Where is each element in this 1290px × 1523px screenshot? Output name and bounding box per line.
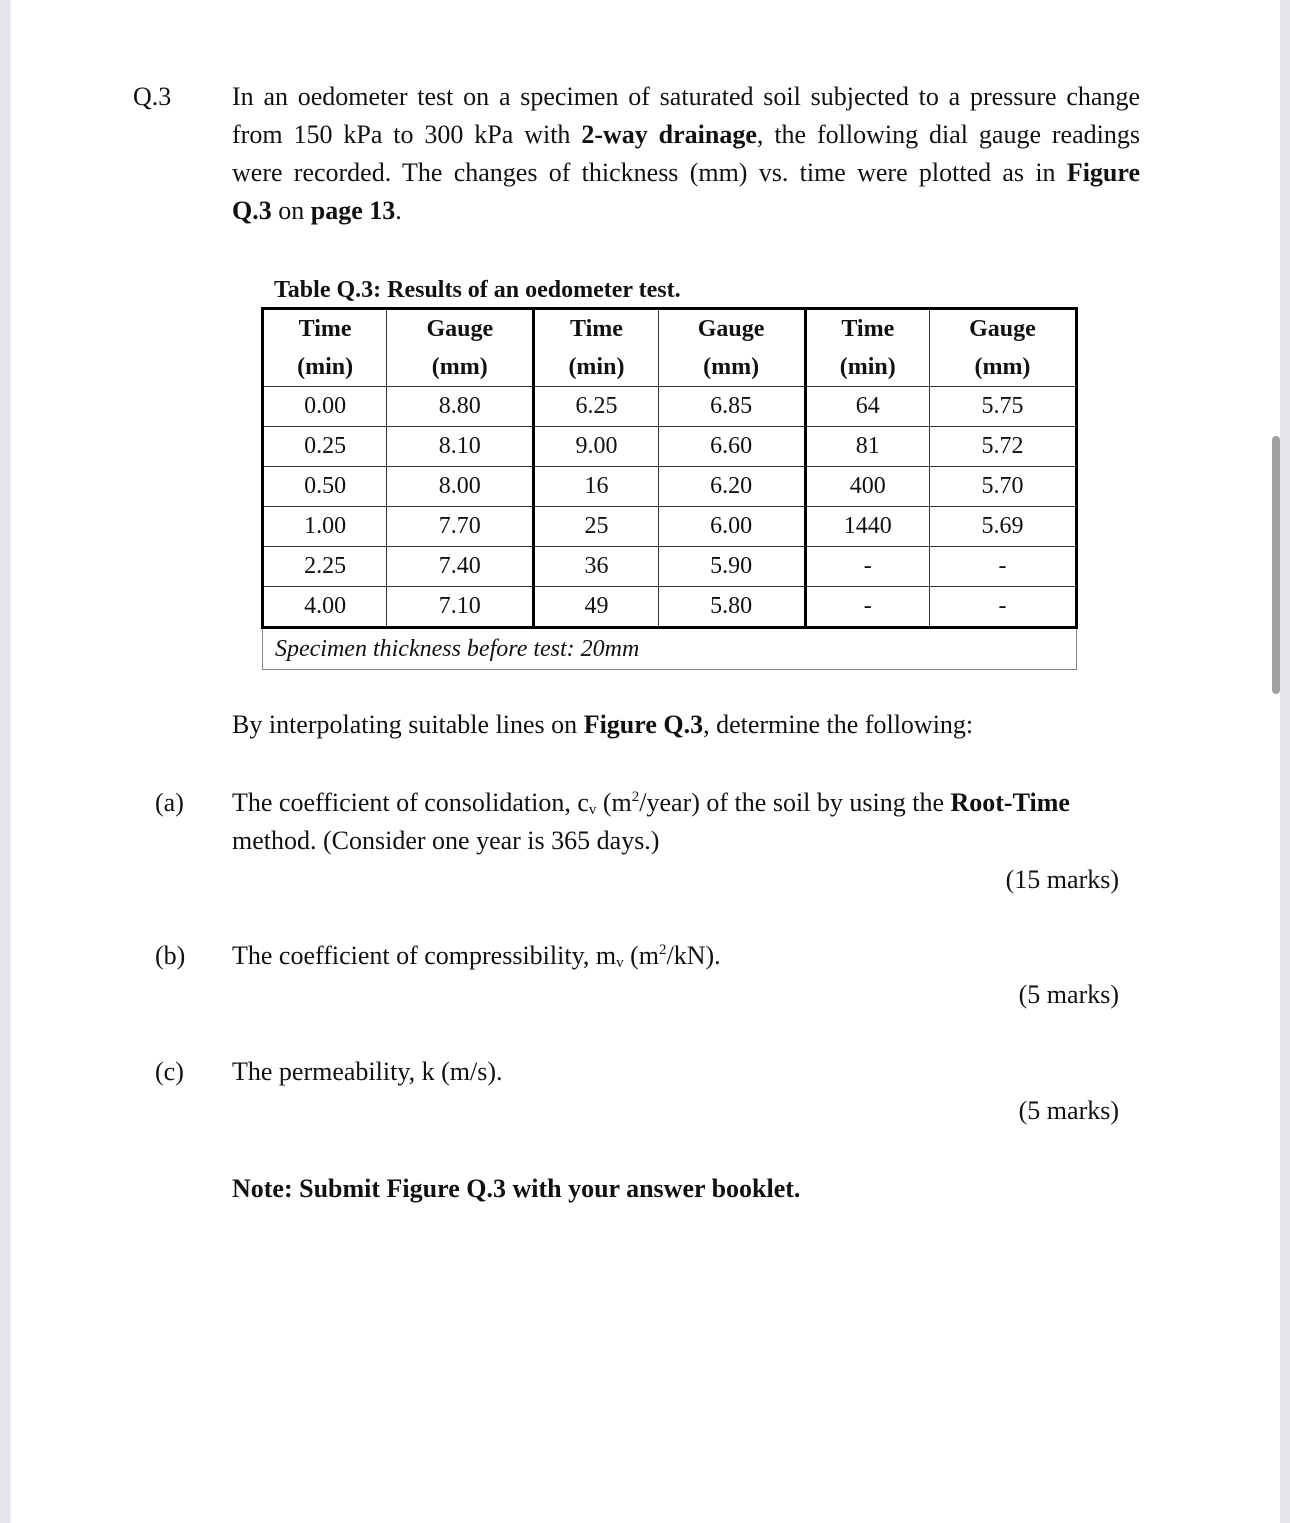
- table-row: [263, 507, 1077, 547]
- intro-text: were recorded. The changes of thickness (mm) vs. time were plotted as in: [232, 158, 1067, 187]
- part-a-method: Root-Time: [950, 788, 1070, 817]
- part-a-text-line1: [232, 784, 1070, 822]
- subscript: v: [616, 955, 624, 971]
- part-b-marks: (5 marks): [1018, 980, 1119, 1009]
- submission-note: Note: Submit Figure Q.3 with your answer booklet.: [232, 1174, 801, 1203]
- intro-line: [232, 192, 1140, 230]
- part-b-label: (b): [155, 941, 186, 970]
- gauge-cell: 6.00: [658, 507, 805, 547]
- gauge-cell: 6.85: [658, 387, 805, 427]
- header-unit-cell: (min): [805, 348, 929, 387]
- intro-line: [232, 116, 1140, 154]
- part-a-label: (a): [155, 788, 184, 817]
- header-unit-cell: (mm): [387, 348, 534, 387]
- intro-text: from 150 kPa to 300 kPa with: [232, 120, 582, 149]
- time-cell: 64: [805, 387, 929, 427]
- time-cell: 81: [805, 427, 929, 467]
- time-cell: -: [805, 587, 929, 628]
- table-row: [263, 467, 1077, 507]
- intro-text: , the following dial gauge readings: [756, 120, 1140, 149]
- gauge-cell: 6.60: [658, 427, 805, 467]
- gauge-cell: 5.80: [658, 587, 805, 628]
- time-cell: -: [805, 547, 929, 587]
- table-caption: Table Q.3: Results of an oedometer test.: [274, 277, 681, 303]
- instruction-text: [232, 706, 973, 744]
- header-cell: Gauge: [658, 309, 805, 349]
- gauge-cell: 5.70: [929, 467, 1076, 507]
- oedometer-results-table: [261, 307, 1078, 670]
- part-a-text: The coefficient of consolidation, c: [232, 788, 589, 817]
- time-cell: 36: [534, 547, 658, 587]
- time-cell: 0.25: [263, 427, 387, 467]
- scrollbar-track[interactable]: [1280, 0, 1290, 1523]
- time-cell: 9.00: [534, 427, 658, 467]
- header-unit-cell: (mm): [658, 348, 805, 387]
- superscript: 2: [659, 942, 667, 958]
- time-cell: 2.25: [263, 547, 387, 587]
- table-header-row: [263, 309, 1077, 349]
- part-b-text: [232, 937, 721, 975]
- table-row: [263, 547, 1077, 587]
- time-cell: 1.00: [263, 507, 387, 547]
- header-cell: Gauge: [387, 309, 534, 349]
- time-cell: 400: [805, 467, 929, 507]
- header-unit-cell: (min): [263, 348, 387, 387]
- part-b-text-pre: The coefficient of compressibility, m: [232, 941, 617, 970]
- gauge-cell: 8.80: [387, 387, 534, 427]
- table-row: [263, 427, 1077, 467]
- intro-emphasis: Figure: [1066, 158, 1140, 187]
- gauge-cell: 7.10: [387, 587, 534, 628]
- gauge-cell: 7.70: [387, 507, 534, 547]
- part-c-marks: (5 marks): [1018, 1096, 1119, 1125]
- header-cell: Time: [534, 309, 658, 349]
- gauge-cell: 7.40: [387, 547, 534, 587]
- part-a-marks: (15 marks): [1005, 865, 1119, 894]
- time-cell: 0.50: [263, 467, 387, 507]
- intro-text: .: [395, 196, 402, 225]
- gauge-cell: 5.72: [929, 427, 1076, 467]
- gauge-cell: 6.20: [658, 467, 805, 507]
- time-cell: 6.25: [534, 387, 658, 427]
- gauge-cell: 5.75: [929, 387, 1076, 427]
- document-page: [11, 0, 1280, 1523]
- header-cell: Gauge: [929, 309, 1076, 349]
- intro-emphasis: page 13: [310, 196, 396, 225]
- gauge-cell: -: [929, 587, 1076, 628]
- gauge-cell: 5.90: [658, 547, 805, 587]
- table-footer-row: [263, 628, 1077, 670]
- part-c-label: (c): [155, 1057, 184, 1086]
- gauge-cell: -: [929, 547, 1076, 587]
- intro-text: In an oedometer test on a specimen of saturated soil subjected to a pressure change: [232, 82, 1140, 111]
- time-cell: 4.00: [263, 587, 387, 628]
- intro-line: [232, 154, 1140, 192]
- part-b-text-mid: (m: [623, 941, 659, 970]
- instruction-post: , determine the following:: [703, 710, 974, 739]
- header-cell: Time: [263, 309, 387, 349]
- time-cell: 16: [534, 467, 658, 507]
- intro-text: on: [271, 196, 311, 225]
- instruction-figure-ref: Figure Q.3: [583, 710, 704, 739]
- part-a-text: /year) of the soil by using the: [639, 788, 951, 817]
- table-row: [263, 387, 1077, 427]
- header-cell: Time: [805, 309, 929, 349]
- part-c-text: The permeability, k (m/s).: [232, 1057, 503, 1086]
- question-number: Q.3: [133, 82, 172, 111]
- part-a-text-line2: method. (Consider one year is 365 days.): [232, 826, 660, 855]
- time-cell: 0.00: [263, 387, 387, 427]
- part-a-text: (m: [596, 788, 632, 817]
- header-unit-cell: (mm): [929, 348, 1076, 387]
- gauge-cell: 8.10: [387, 427, 534, 467]
- table-row: [263, 587, 1077, 628]
- header-unit-cell: (min): [534, 348, 658, 387]
- intro-line: [232, 78, 1140, 116]
- intro-emphasis: Q.3: [232, 196, 272, 225]
- time-cell: 1440: [805, 507, 929, 547]
- gauge-cell: 8.00: [387, 467, 534, 507]
- instruction-pre: By interpolating suitable lines on: [232, 710, 584, 739]
- subscript: v: [588, 802, 597, 818]
- time-cell: 25: [534, 507, 658, 547]
- scrollbar-thumb[interactable]: [1272, 436, 1280, 694]
- superscript: 2: [631, 789, 640, 805]
- intro-emphasis: 2-way drainage: [581, 120, 757, 149]
- table-header-units-row: [263, 348, 1077, 387]
- gauge-cell: 5.69: [929, 507, 1076, 547]
- question-intro: [232, 78, 1140, 230]
- specimen-thickness-note: Specimen thickness before test: 20mm: [263, 628, 1077, 670]
- time-cell: 49: [534, 587, 658, 628]
- part-b-text-post: /kN).: [666, 941, 721, 970]
